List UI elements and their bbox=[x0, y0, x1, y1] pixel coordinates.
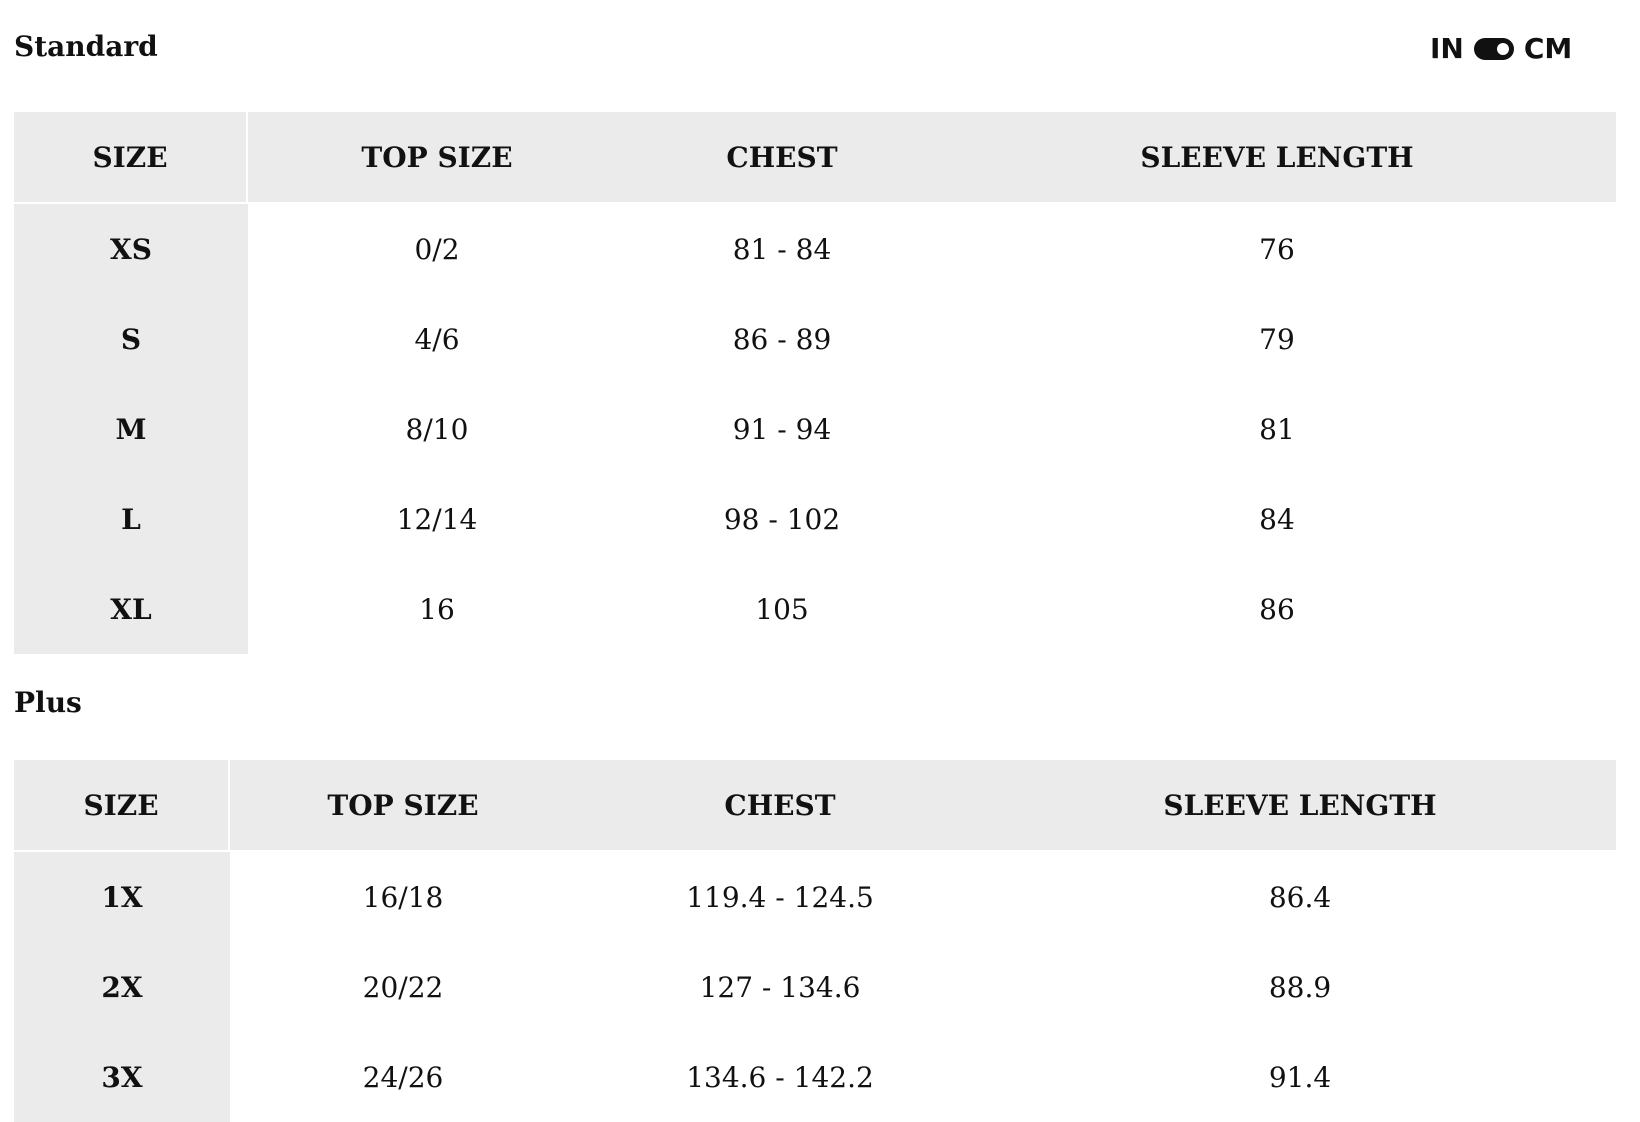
top-size-cell: 24/26 bbox=[362, 1060, 444, 1094]
table-row bbox=[14, 294, 1616, 384]
size-cell: 2X bbox=[14, 942, 230, 1032]
sleeve-length-cell: 81 bbox=[1259, 412, 1295, 446]
size-cell: L bbox=[14, 474, 248, 564]
size-cell: 3X bbox=[14, 1032, 230, 1122]
size-cell: XS bbox=[14, 202, 248, 294]
size-cell: M bbox=[14, 384, 248, 474]
table-header-row bbox=[14, 112, 1616, 202]
header-top-size: TOP SIZE bbox=[230, 760, 576, 850]
sleeve-length-cell: 79 bbox=[1259, 322, 1295, 356]
table-header-row bbox=[14, 760, 1616, 850]
top-size-cell: 4/6 bbox=[414, 322, 460, 356]
sleeve-length-cell: 84 bbox=[1259, 502, 1295, 536]
header-size: SIZE bbox=[14, 760, 230, 850]
top-size-cell: 16 bbox=[419, 592, 455, 626]
unit-toggle[interactable] bbox=[1430, 32, 1572, 65]
chest-cell: 91 - 94 bbox=[732, 412, 832, 446]
header-sleeve-length: SLEEVE LENGTH bbox=[938, 112, 1616, 202]
chest-cell: 98 - 102 bbox=[723, 502, 841, 536]
table-row bbox=[14, 384, 1616, 474]
top-size-cell: 20/22 bbox=[362, 970, 444, 1004]
chest-cell: 127 - 134.6 bbox=[699, 970, 861, 1004]
top-size-cell: 8/10 bbox=[405, 412, 469, 446]
sleeve-length-cell: 76 bbox=[938, 202, 1616, 294]
plus-section-title: Plus bbox=[14, 686, 82, 719]
unit-cm-label[interactable]: CM bbox=[1523, 32, 1573, 65]
top-size-cell: 12/14 bbox=[396, 502, 478, 536]
table-row bbox=[14, 942, 1616, 1032]
top-size-cell: 0/2 bbox=[248, 202, 626, 294]
unit-toggle-switch[interactable] bbox=[1474, 38, 1514, 60]
header-size: SIZE bbox=[14, 112, 248, 202]
chest-cell: 86 - 89 bbox=[732, 322, 832, 356]
chest-cell: 119.4 - 124.5 bbox=[576, 850, 984, 942]
chest-cell: 105 bbox=[755, 592, 809, 626]
unit-in-label[interactable]: IN bbox=[1430, 32, 1464, 65]
header-chest: CHEST bbox=[626, 112, 938, 202]
chest-cell: 134.6 - 142.2 bbox=[686, 1060, 874, 1094]
sleeve-length-cell: 91.4 bbox=[1268, 1060, 1332, 1094]
sleeve-length-cell: 86.4 bbox=[984, 850, 1616, 942]
table-row bbox=[14, 850, 1616, 942]
sleeve-length-cell: 88.9 bbox=[1268, 970, 1332, 1004]
toggle-knob bbox=[1497, 43, 1509, 55]
standard-size-table bbox=[14, 112, 1616, 654]
plus-size-table bbox=[14, 760, 1616, 1122]
size-cell: XL bbox=[14, 564, 248, 654]
header-top-size: TOP SIZE bbox=[248, 112, 626, 202]
table-row bbox=[14, 474, 1616, 564]
size-cell: S bbox=[14, 294, 248, 384]
top-size-cell: 16/18 bbox=[230, 850, 576, 942]
table-row bbox=[14, 202, 1616, 294]
header-chest: CHEST bbox=[576, 760, 984, 850]
table-row bbox=[14, 564, 1616, 654]
size-cell: 1X bbox=[14, 850, 230, 942]
sleeve-length-cell: 86 bbox=[1259, 592, 1295, 626]
chest-cell: 81 - 84 bbox=[626, 202, 938, 294]
table-row bbox=[14, 1032, 1616, 1122]
header-sleeve-length: SLEEVE LENGTH bbox=[984, 760, 1616, 850]
standard-section-title: Standard bbox=[14, 30, 158, 63]
